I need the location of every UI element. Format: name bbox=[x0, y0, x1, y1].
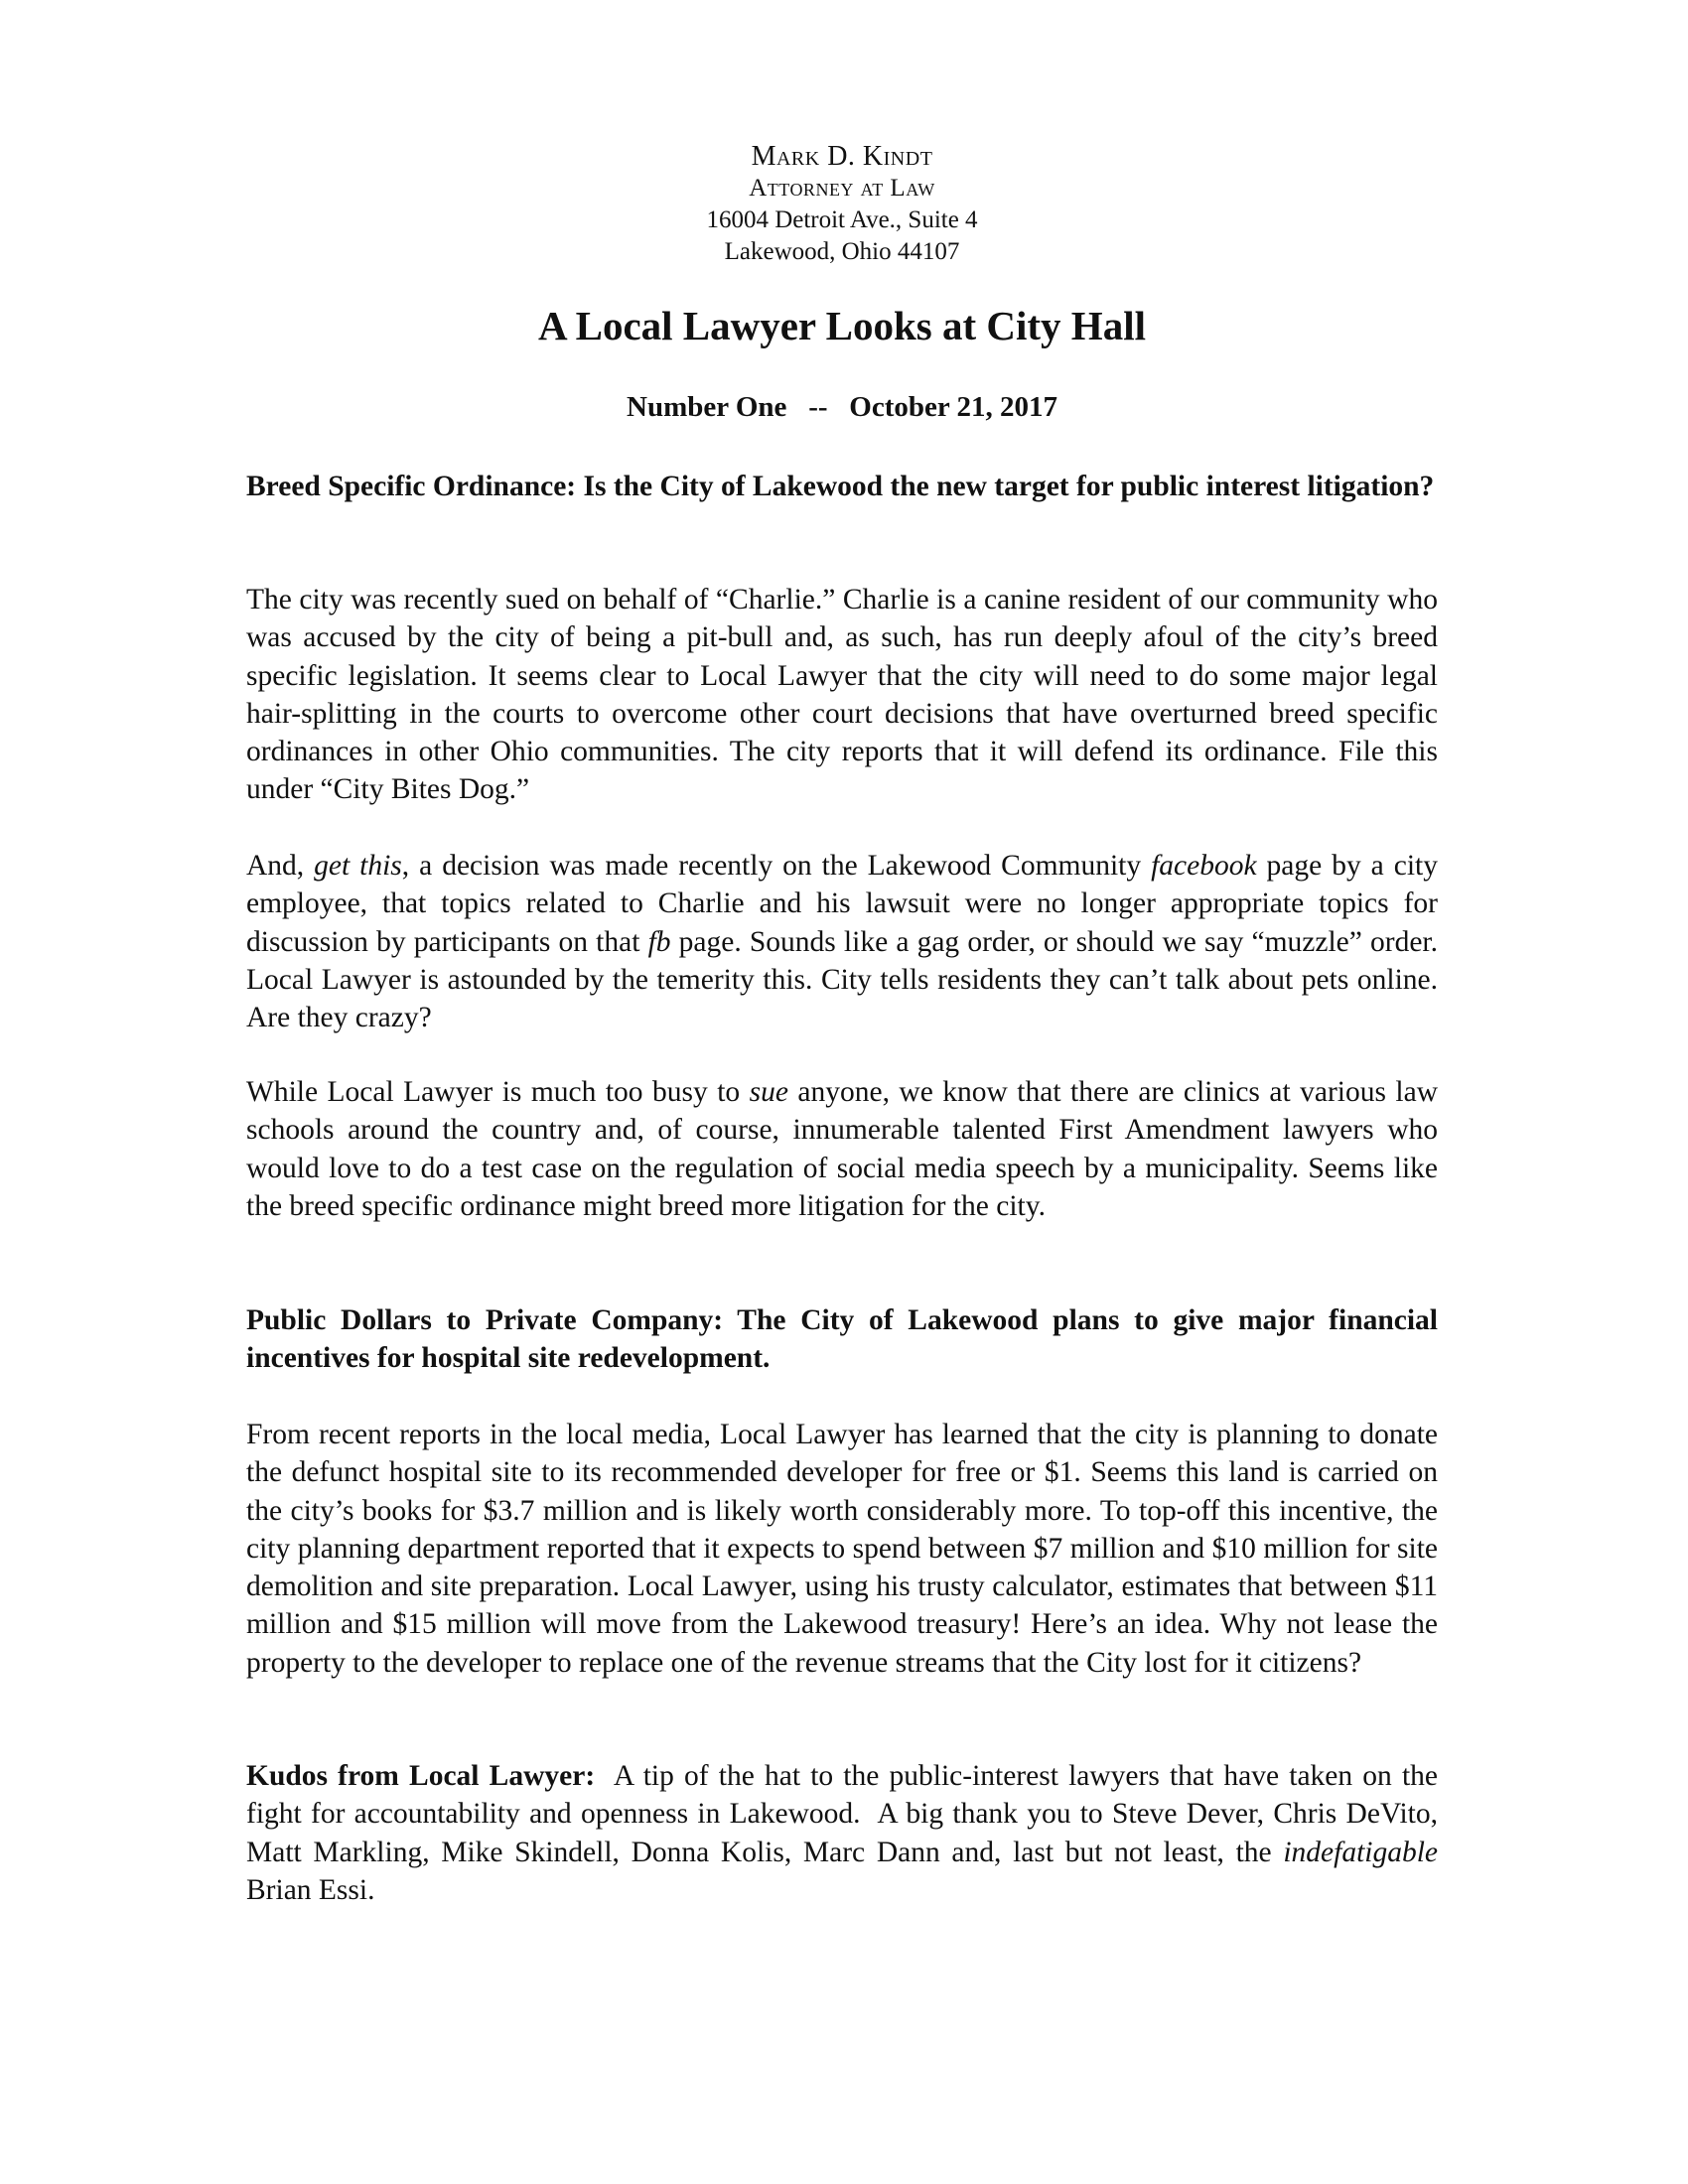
italic-text: sue bbox=[749, 1076, 788, 1108]
paragraph-charlie-lawsuit: The city was recently sued on behalf of “Charlie.” Charlie is a canine resident of our community who was accused by the city of being a pit-bull and, as such, has run deeply afoul of the city’s breed specific legislation. It seems clear to Local Lawyer that the city will need to do some major legal hair-splitting in the courts to overcome other court decisions that have overturned breed specific ordinances in other Ohio communities. The city reports that it will defend its ordinance. File this under “City Bites Dog.” bbox=[246, 584, 1438, 806]
italic-text: fb bbox=[647, 925, 671, 958]
section-heading-public-dollars: Public Dollars to Private Company: The City of Lakewood plans to give major financial incentives for hospital site redevelopment. bbox=[246, 1304, 1438, 1375]
paragraph-text: , a decision was made recently on the Lakewood Community bbox=[401, 850, 1152, 882]
issue-number: Number One bbox=[627, 391, 787, 423]
kudos-heading: Kudos from Local Lawyer: bbox=[246, 1760, 596, 1792]
issue-line bbox=[246, 389, 1438, 425]
paragraph-text: And, bbox=[246, 850, 315, 882]
paragraph-text: anyone, we know that there are clinics at various law schools around the country and, of course, innumerable talented First Amendment lawyers who would love to do a test case on the regulation of social media speech by a municipality. Seems like the breed specific ordinance might breed more litigation for the city. bbox=[246, 1076, 1439, 1222]
italic-text: get this bbox=[314, 850, 402, 882]
paragraph-facebook-gag-order bbox=[246, 847, 1438, 1036]
address-line-1: 16004 Detroit Ave., Suite 4 bbox=[706, 206, 978, 233]
address-line-2: Lakewood, Ohio 44107 bbox=[724, 238, 960, 265]
document-page bbox=[246, 0, 1446, 2184]
paragraph-text: Brian Essi. bbox=[246, 1873, 375, 1906]
issue-date: October 21, 2017 bbox=[849, 391, 1057, 423]
attorney-title: Attorney at Law bbox=[749, 175, 935, 202]
paragraph-first-amendment bbox=[246, 1073, 1438, 1225]
paragraph-text: While Local Lawyer is much too busy to bbox=[246, 1076, 750, 1108]
italic-text: indefatigable bbox=[1283, 1836, 1438, 1868]
letterhead bbox=[246, 141, 1438, 268]
paragraph-kudos bbox=[246, 1757, 1446, 1909]
section-heading-breed-ordinance: Breed Specific Ordinance: Is the City of Lakewood the new target for public interest litigation? bbox=[246, 471, 1435, 502]
paragraph-hospital-site: From recent reports in the local media, Local Lawyer has learned that the city is planning to donate the defunct hospital site to its recommended developer for free or $1. Seems this land is carried on the city’s books for $3.7 million and is likely worth considerably more. To top-off this incentive, the city planning department reported that it expects to spend between $7 million and $10 million for site demolition and site preparation. Local Lawyer, using his trusty calculator, estimates that between $11 million and $15 million will move from the Lakewood treasury! Here’s an idea. Why not lease the property to the developer to replace one of the revenue streams that the City lost for it citizens? bbox=[246, 1419, 1438, 1679]
paragraph-text: A tip of the hat to the public-interest lawyers that have taken on the fight for accountability and openness in Lakewood. A big thank you to Steve Dever, Chris DeVito, Matt Markling, Mike Skindell, Donna Kolis, Marc Dann and, last but not least, the bbox=[246, 1760, 1446, 1868]
italic-text: facebook bbox=[1151, 850, 1257, 882]
attorney-name: Mark D. Kindt bbox=[751, 141, 933, 172]
paragraph-text: page by a city employee, that topics related to Charlie and his lawsuit were no longer appropriate topics for discussion by participants on that bbox=[246, 850, 1438, 958]
issue-separator: -- bbox=[808, 391, 828, 423]
document-title: A Local Lawyer Looks at City Hall bbox=[538, 303, 1146, 348]
paragraph-text: page. Sounds like a gag order, or should we say “muzzle” order. Local Lawyer is astounded by the temerity this. City tells residents they can’t talk about pets online. Are they crazy? bbox=[246, 925, 1438, 1034]
